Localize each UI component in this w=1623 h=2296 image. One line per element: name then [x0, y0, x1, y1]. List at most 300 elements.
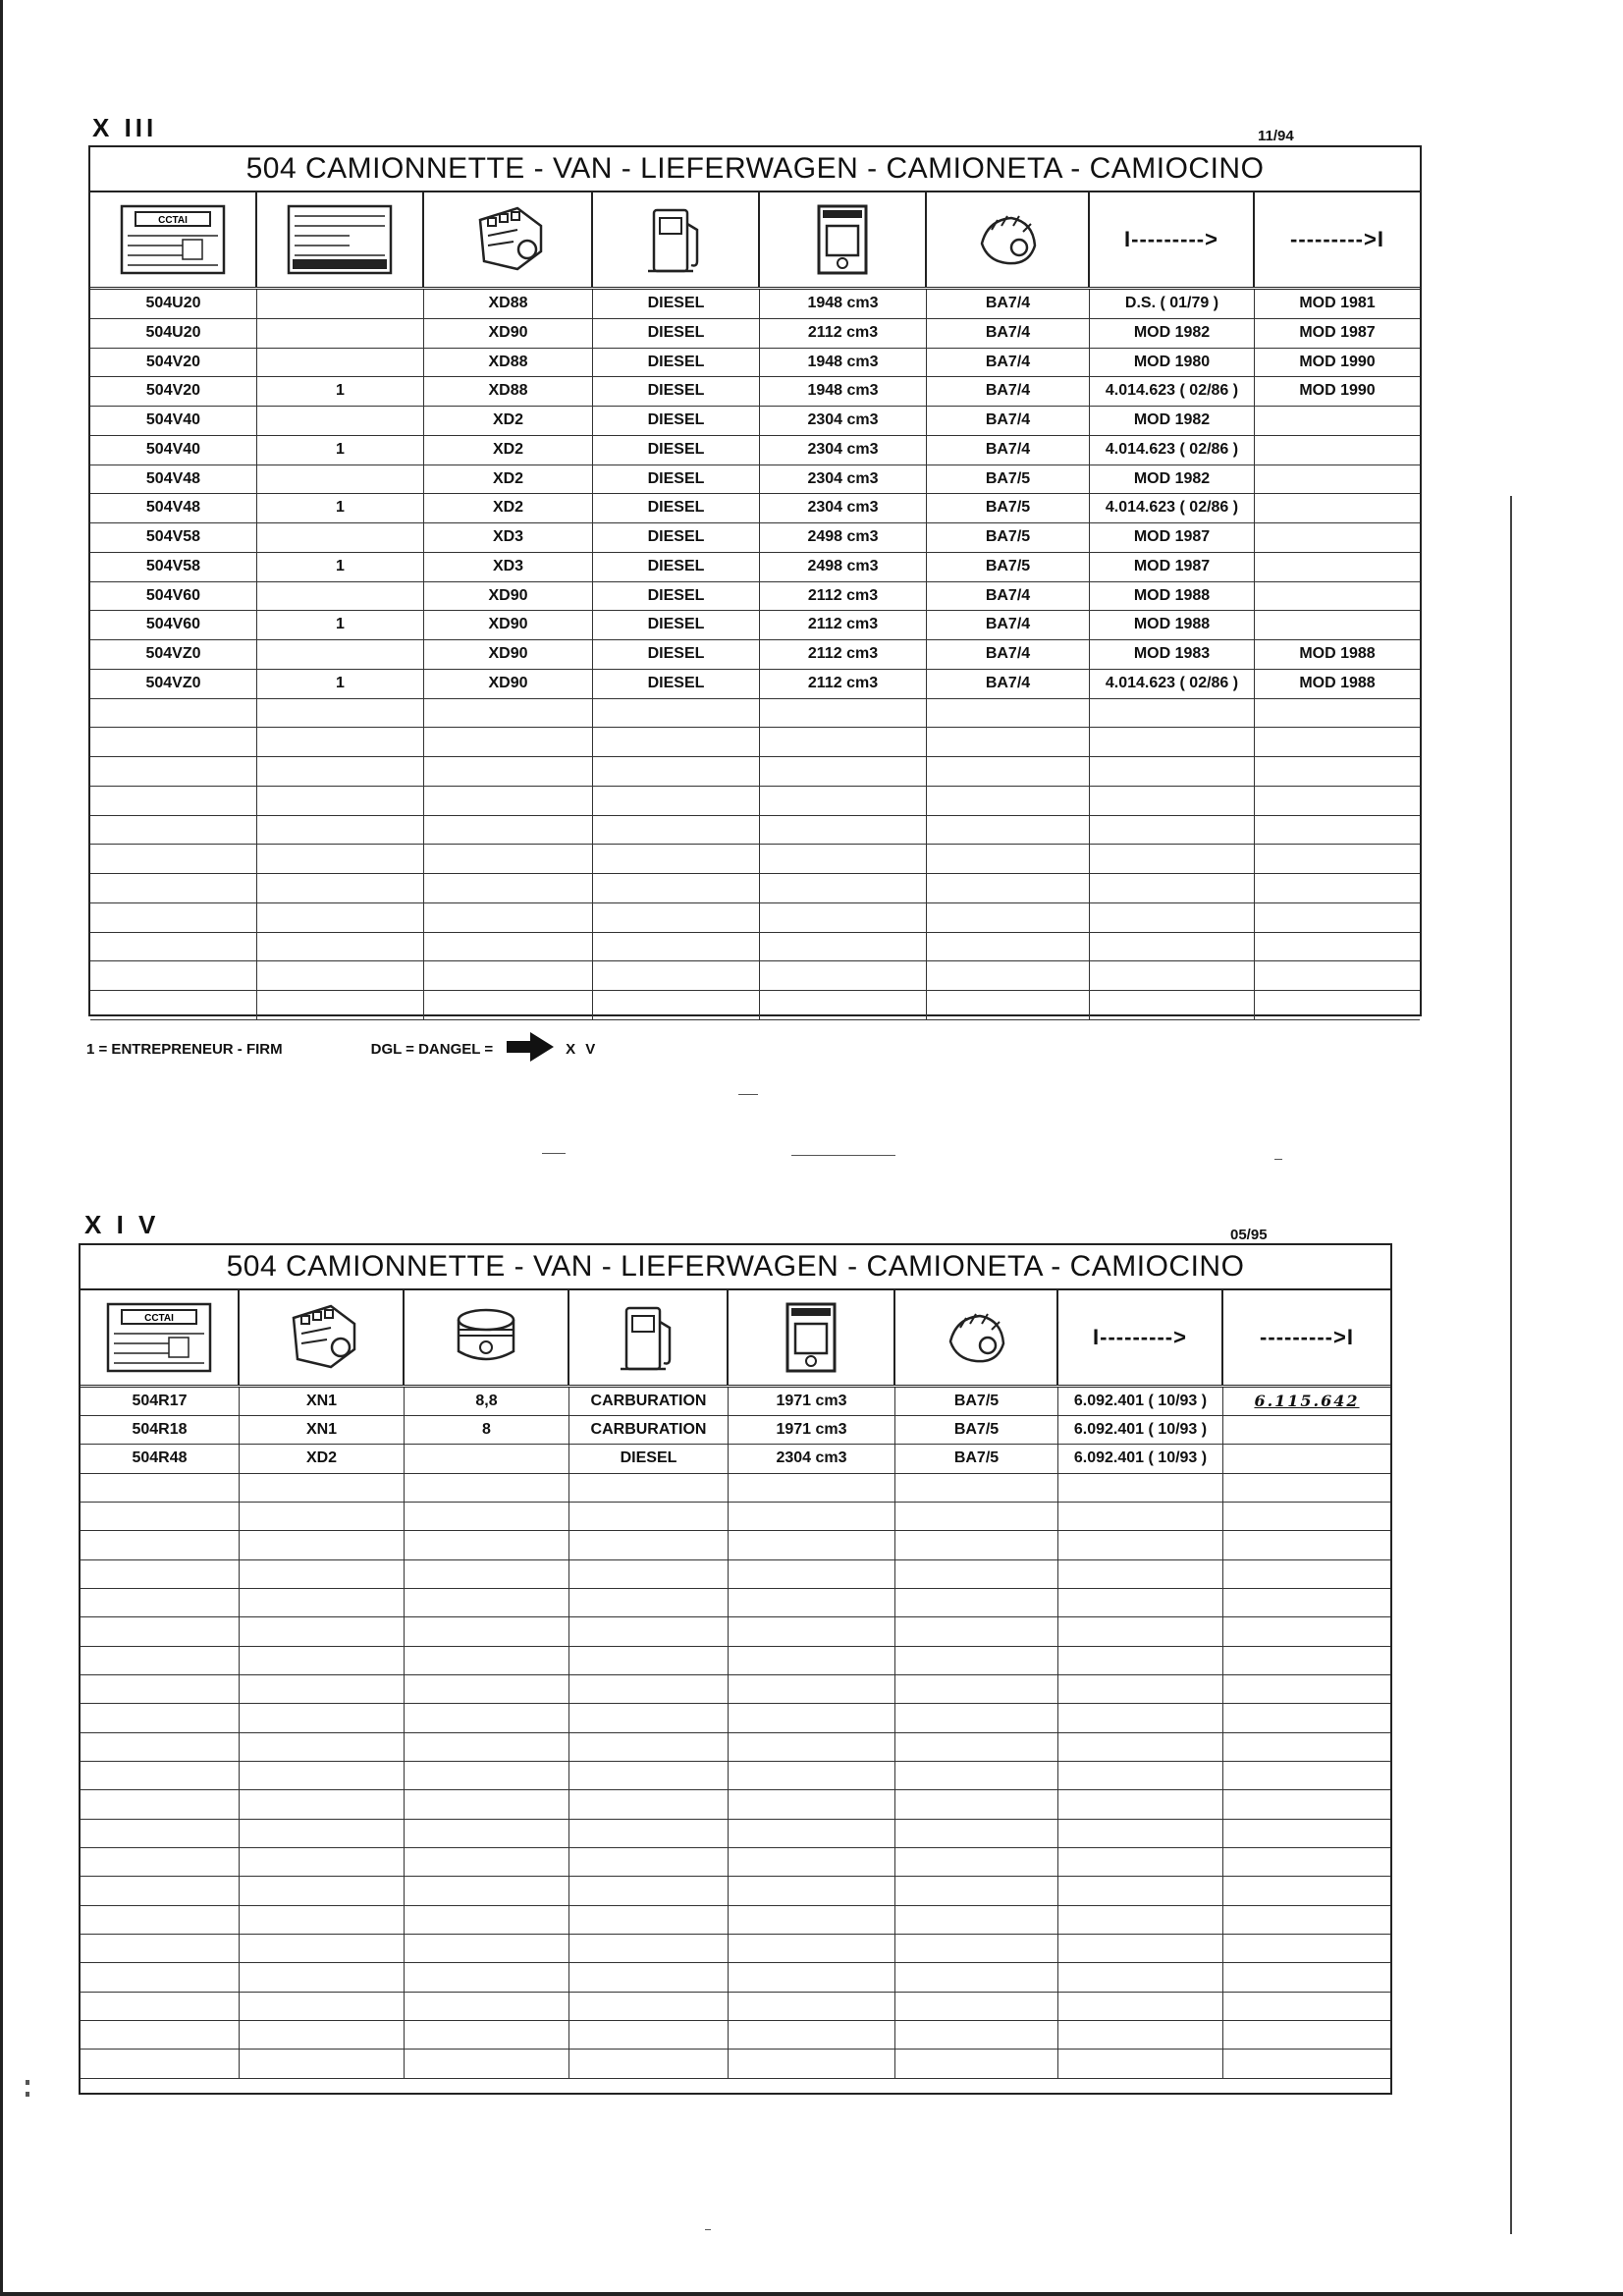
table-cell [405, 1762, 569, 1789]
table-cell [569, 1733, 729, 1761]
table-cell: MOD 1987 [1090, 553, 1255, 581]
table-cell [1058, 1704, 1223, 1732]
table-cell: 1 [257, 377, 424, 406]
table-cell: 2112 cm3 [760, 319, 927, 348]
table-cell [1255, 465, 1420, 493]
table-cell [729, 1589, 895, 1616]
table-cell: 1971 cm3 [729, 1416, 895, 1444]
table-cell [81, 1820, 240, 1847]
table-cell: 504U20 [90, 319, 257, 348]
table-cell: DIESEL [593, 407, 760, 435]
table-cell [593, 699, 760, 727]
table-cell: DIESEL [593, 582, 760, 610]
table-cell [1058, 1647, 1223, 1674]
table-cell [405, 2021, 569, 2049]
table-cell [424, 699, 593, 727]
table-cell: XN1 [240, 1416, 405, 1444]
table-cell [1058, 1877, 1223, 1905]
table-row [81, 1820, 1390, 1848]
table-cell [569, 1993, 729, 2020]
piston-icon [405, 1290, 569, 1385]
cnc-plate-icon [81, 1290, 240, 1385]
table-title: 504 CAMIONNETTE - VAN - LIEFERWAGEN - CAMIONETA - CAMIOCINO [90, 147, 1420, 192]
table-cell [257, 523, 424, 552]
table-cell: DIESEL [593, 611, 760, 639]
table-cell [729, 1906, 895, 1934]
table-cell [90, 787, 257, 815]
table-cell [729, 1560, 895, 1588]
table-cell [240, 1647, 405, 1674]
table-cell [593, 991, 760, 1019]
table-cell [257, 407, 424, 435]
table-cell [729, 1963, 895, 1992]
table-row [90, 407, 1420, 436]
table-row [81, 1531, 1390, 1560]
table-cell [424, 728, 593, 756]
table-cell [1223, 1675, 1390, 1703]
table-cell [405, 1848, 569, 1876]
table-cell [927, 728, 1090, 756]
table-cell [1090, 961, 1255, 990]
table-row [90, 377, 1420, 407]
table-cell [1255, 757, 1420, 786]
table-cell: 1948 cm3 [760, 349, 927, 376]
table-cell [1223, 1733, 1390, 1761]
table-cell: 1971 cm3 [729, 1388, 895, 1415]
table-cell [81, 1617, 240, 1646]
table-cell [81, 1963, 240, 1992]
table-cell: XD88 [424, 377, 593, 406]
table-cell: DIESEL [593, 523, 760, 552]
legend-dangel: DGL = DANGEL = [370, 1040, 494, 1058]
table-cell [895, 1531, 1058, 1559]
table-cell [1223, 1848, 1390, 1876]
table-cell [1255, 699, 1420, 727]
table-cell [1058, 2021, 1223, 2049]
table-cell [1090, 699, 1255, 727]
table-cell: BA7/4 [927, 611, 1090, 639]
table-cell: 504V48 [90, 494, 257, 522]
table-cell: 4.014.623 ( 02/86 ) [1090, 494, 1255, 522]
table-cell: MOD 1988 [1299, 645, 1376, 662]
table-row [90, 670, 1420, 699]
table-cell: 1948 cm3 [760, 377, 927, 406]
table-cell [569, 1848, 729, 1876]
to-arrow-icon: --------->I [1260, 1325, 1354, 1349]
table-cell: 2304 cm3 [760, 407, 927, 435]
table-cell: 4.014.623 ( 02/86 ) [1090, 377, 1255, 406]
table-cell [1223, 1560, 1390, 1588]
table-cell: 1 [257, 436, 424, 465]
table-row [81, 1416, 1390, 1445]
table-cell [81, 1733, 240, 1761]
table-cell [1255, 991, 1420, 1019]
table-cell: 504V58 [90, 553, 257, 581]
table-row [90, 465, 1420, 494]
table-cell [593, 845, 760, 873]
table-cell [1090, 874, 1255, 902]
table-cell [1058, 1531, 1223, 1559]
table-cell [405, 1963, 569, 1992]
table-cell: 504V48 [90, 465, 257, 493]
table-cell [593, 816, 760, 844]
table-row [81, 1762, 1390, 1790]
table-cell [1223, 1963, 1390, 1992]
table-cell [405, 1877, 569, 1905]
table-cell: 504V20 [90, 377, 257, 406]
table-row [81, 2021, 1390, 2050]
table-cell [1255, 582, 1420, 610]
table-cell [1090, 787, 1255, 815]
table-cell [240, 1617, 405, 1646]
table-cell: 504V20 [90, 349, 257, 376]
table-cell: 1948 cm3 [760, 290, 927, 318]
table-cell [240, 1675, 405, 1703]
table-cell: 504R48 [81, 1445, 240, 1473]
table-cell [240, 1733, 405, 1761]
table-cell [1255, 874, 1420, 902]
table-cell [760, 757, 927, 786]
table-cell [257, 991, 424, 1019]
table-cell [927, 787, 1090, 815]
table-cell: MOD 1990 [1299, 354, 1376, 370]
table-cell [424, 845, 593, 873]
table-row [90, 757, 1420, 787]
table-cell [1058, 1589, 1223, 1616]
table-cell: BA7/4 [927, 582, 1090, 610]
table-cell [424, 903, 593, 932]
table-cell [569, 1647, 729, 1674]
table-cell [1090, 728, 1255, 756]
table-cell [895, 1589, 1058, 1616]
table-cell: 1 [257, 553, 424, 581]
table-cell [895, 1560, 1058, 1588]
table-cell: 504V40 [90, 407, 257, 435]
table-cell: XD3 [424, 553, 593, 581]
table-cell [90, 728, 257, 756]
table-row [81, 1474, 1390, 1503]
arrow-right-icon [507, 1032, 554, 1066]
table-cell [895, 1993, 1058, 2020]
table-cell [593, 961, 760, 990]
table-cell [405, 1647, 569, 1674]
table-cell: 504V40 [90, 436, 257, 465]
table-cell: XD90 [424, 640, 593, 669]
table-cell [424, 933, 593, 960]
table-cell [90, 874, 257, 902]
table-cell [1223, 1445, 1390, 1473]
from-arrow-icon: I---------> [1090, 192, 1255, 287]
table-cell [1223, 1993, 1390, 2020]
table-cell: MOD 1988 [1090, 611, 1255, 639]
table-cell [405, 1790, 569, 1819]
table-cell [927, 991, 1090, 1019]
table-row [90, 640, 1420, 670]
table-row [90, 845, 1420, 874]
table-row [81, 1733, 1390, 1762]
icon-header-row [81, 1290, 1390, 1388]
fuel-pump-icon [593, 192, 760, 287]
table-cell [1223, 1704, 1390, 1732]
table-cell [257, 728, 424, 756]
table-cell [1090, 845, 1255, 873]
table-cell: BA7/5 [927, 494, 1090, 522]
svg-text:CCTAI: CCTAI [144, 1313, 174, 1324]
table-cell [1090, 991, 1255, 1019]
table-cell [81, 1531, 240, 1559]
table-row [81, 1388, 1390, 1416]
table-cell [569, 1474, 729, 1502]
table-cell: BA7/4 [927, 349, 1090, 376]
table-row [90, 611, 1420, 640]
table-cell: 8,8 [405, 1388, 569, 1415]
table-cell: 4.014.623 ( 02/86 ) [1090, 670, 1255, 698]
table-cell [569, 2021, 729, 2049]
table-cell [729, 1762, 895, 1789]
table-cell [257, 290, 424, 318]
table-cell: 6.092.401 ( 10/93 ) [1058, 1445, 1223, 1473]
table-cell [405, 1675, 569, 1703]
table-cell [424, 874, 593, 902]
table-cell [593, 728, 760, 756]
table-cell [81, 1704, 240, 1732]
table-cell [760, 787, 927, 815]
table-cell [1255, 611, 1420, 639]
table-cell [424, 757, 593, 786]
table-cell [895, 1733, 1058, 1761]
table-cell [1058, 1963, 1223, 1992]
table-cell: DIESEL [593, 319, 760, 348]
table-row [90, 349, 1420, 377]
table-cell [1090, 816, 1255, 844]
table-cell: BA7/4 [927, 407, 1090, 435]
table-cell [729, 1474, 895, 1502]
table-cell [895, 1474, 1058, 1502]
table-cell [405, 1935, 569, 1962]
table-cell [729, 1647, 895, 1674]
table-cell: XD88 [424, 349, 593, 376]
table-cell [257, 699, 424, 727]
table-cell [257, 961, 424, 990]
table-cell [927, 933, 1090, 960]
table-cell [569, 1790, 729, 1819]
table-cell [405, 1589, 569, 1616]
table-cell: 504R17 [81, 1388, 240, 1415]
scan-speck [1274, 1159, 1282, 1160]
table-cell: MOD 1987 [1090, 523, 1255, 552]
table-cell: DIESEL [593, 290, 760, 318]
table-cell: DIESEL [593, 670, 760, 698]
scan-speck [791, 1155, 895, 1156]
svg-text:CCTAI: CCTAI [158, 215, 188, 226]
table-cell: BA7/4 [927, 640, 1090, 669]
table-title: 504 CAMIONNETTE - VAN - LIEFERWAGEN - CAMIONETA - CAMIOCINO [81, 1245, 1390, 1290]
table-cell: DIESEL [593, 377, 760, 406]
table-cell: 2112 cm3 [760, 582, 927, 610]
table-cell [593, 933, 760, 960]
table-cell: DIESEL [569, 1445, 729, 1473]
table-cell [240, 1560, 405, 1588]
table-row [90, 961, 1420, 991]
table-cell [240, 1589, 405, 1616]
table-cell [1223, 1503, 1390, 1530]
table-cell [424, 991, 593, 1019]
table-cell [405, 1474, 569, 1502]
table-cell: DIESEL [593, 640, 760, 669]
table-row [81, 1617, 1390, 1647]
table-cell [569, 1762, 729, 1789]
table-cell: BA7/5 [927, 553, 1090, 581]
table-cell [1255, 961, 1420, 990]
table-row [90, 816, 1420, 845]
table-cell [90, 903, 257, 932]
table-cell [81, 1877, 240, 1905]
legend-firm: 1 = ENTREPRENEUR - FIRM [86, 1040, 283, 1058]
table-cell: BA7/5 [895, 1388, 1058, 1415]
table-cell [1255, 494, 1420, 522]
table-cell [257, 845, 424, 873]
table-row [90, 903, 1420, 933]
table-cell [1058, 1474, 1223, 1502]
table-cell [1223, 1531, 1390, 1559]
table-cell [895, 1848, 1058, 1876]
icon-header-row [90, 192, 1420, 290]
table-cell: 6.092.401 ( 10/93 ) [1058, 1416, 1223, 1444]
table-cell [257, 787, 424, 815]
table-cell [240, 1531, 405, 1559]
table-cell [895, 1617, 1058, 1646]
table-cell: BA7/5 [927, 465, 1090, 493]
table-cell [1223, 1589, 1390, 1616]
table-cell [1223, 1877, 1390, 1905]
table-cell [240, 1877, 405, 1905]
table-cell [1255, 436, 1420, 465]
table-cell [895, 1762, 1058, 1789]
table-cell [424, 961, 593, 990]
table-cell [895, 1820, 1058, 1847]
table-row [90, 874, 1420, 903]
table-cell [405, 1820, 569, 1847]
table-cell [895, 1963, 1058, 1992]
table-cell [257, 874, 424, 902]
legend-row [86, 1032, 598, 1066]
revision-date: 05/95 [1230, 1227, 1268, 1243]
table-cell [240, 1848, 405, 1876]
table-cell [1223, 1474, 1390, 1502]
table-cell [569, 1877, 729, 1905]
table-cell [1090, 757, 1255, 786]
table-cell [1058, 1675, 1223, 1703]
table-cell [895, 1906, 1058, 1934]
table-row [81, 1560, 1390, 1589]
vehicle-table [88, 145, 1422, 1016]
table-cell [405, 2050, 569, 2078]
table-cell [1255, 523, 1420, 552]
table-row [90, 494, 1420, 523]
table-cell [569, 1560, 729, 1588]
table-row [90, 290, 1420, 319]
table-cell [257, 319, 424, 348]
table-cell [593, 757, 760, 786]
table-cell: XD2 [424, 436, 593, 465]
table-cell [240, 1790, 405, 1819]
scan-edge-left [0, 0, 3, 2296]
table-cell [240, 1820, 405, 1847]
table-cell: 504V60 [90, 582, 257, 610]
table-cell: 2498 cm3 [760, 523, 927, 552]
table-cell [569, 1963, 729, 1992]
table-cell [424, 787, 593, 815]
table-body [81, 1388, 1390, 2079]
table-cell [405, 1617, 569, 1646]
table-cell [81, 1790, 240, 1819]
table-cell [569, 1906, 729, 1934]
table-cell [1058, 1560, 1223, 1588]
table-cell [405, 1733, 569, 1761]
table-row [81, 1704, 1390, 1733]
table-cell [729, 2021, 895, 2049]
table-cell [1058, 1848, 1223, 1876]
gearbox-icon [895, 1290, 1058, 1385]
table-cell [1255, 933, 1420, 960]
table-cell: DIESEL [593, 465, 760, 493]
table-cell [240, 1503, 405, 1530]
table-cell: 2304 cm3 [760, 436, 927, 465]
table-cell [760, 699, 927, 727]
table-cell [729, 1790, 895, 1819]
table-cell [1223, 2021, 1390, 2049]
table-cell: 504V60 [90, 611, 257, 639]
table-cell [90, 757, 257, 786]
table-cell [240, 1935, 405, 1962]
table-row [90, 523, 1420, 553]
scan-speck [542, 1153, 566, 1154]
table-cell [1223, 1416, 1390, 1444]
table-cell [257, 933, 424, 960]
table-cell [729, 1531, 895, 1559]
table-cell: 8 [405, 1416, 569, 1444]
table-row [81, 1790, 1390, 1820]
table-cell [1223, 1906, 1390, 1934]
table-cell: 504VZ0 [90, 670, 257, 698]
table-cell: BA7/4 [927, 670, 1090, 698]
to-arrow-icon: --------->I [1290, 227, 1384, 251]
table-cell [1255, 407, 1420, 435]
table-cell: 1 [257, 611, 424, 639]
table-cell: BA7/4 [927, 319, 1090, 348]
table-cell: XD90 [424, 582, 593, 610]
table-cell [569, 1617, 729, 1646]
table-cell [240, 2021, 405, 2049]
table-cell [81, 2050, 240, 2078]
table-cell [257, 816, 424, 844]
table-cell [81, 1503, 240, 1530]
table-cell [90, 933, 257, 960]
table-cell: XD90 [424, 611, 593, 639]
table-row [81, 2050, 1390, 2079]
table-cell [927, 903, 1090, 932]
table-cell: MOD 1982 [1090, 407, 1255, 435]
table-cell: 2304 cm3 [729, 1445, 895, 1473]
table-cell: XD88 [424, 290, 593, 318]
table-cell [1058, 1935, 1223, 1962]
table-cell [927, 845, 1090, 873]
table-cell [1223, 1647, 1390, 1674]
table-cell: 504VZ0 [90, 640, 257, 669]
table-cell [927, 961, 1090, 990]
table-cell: DIESEL [593, 436, 760, 465]
table-cell: MOD 1982 [1090, 319, 1255, 348]
